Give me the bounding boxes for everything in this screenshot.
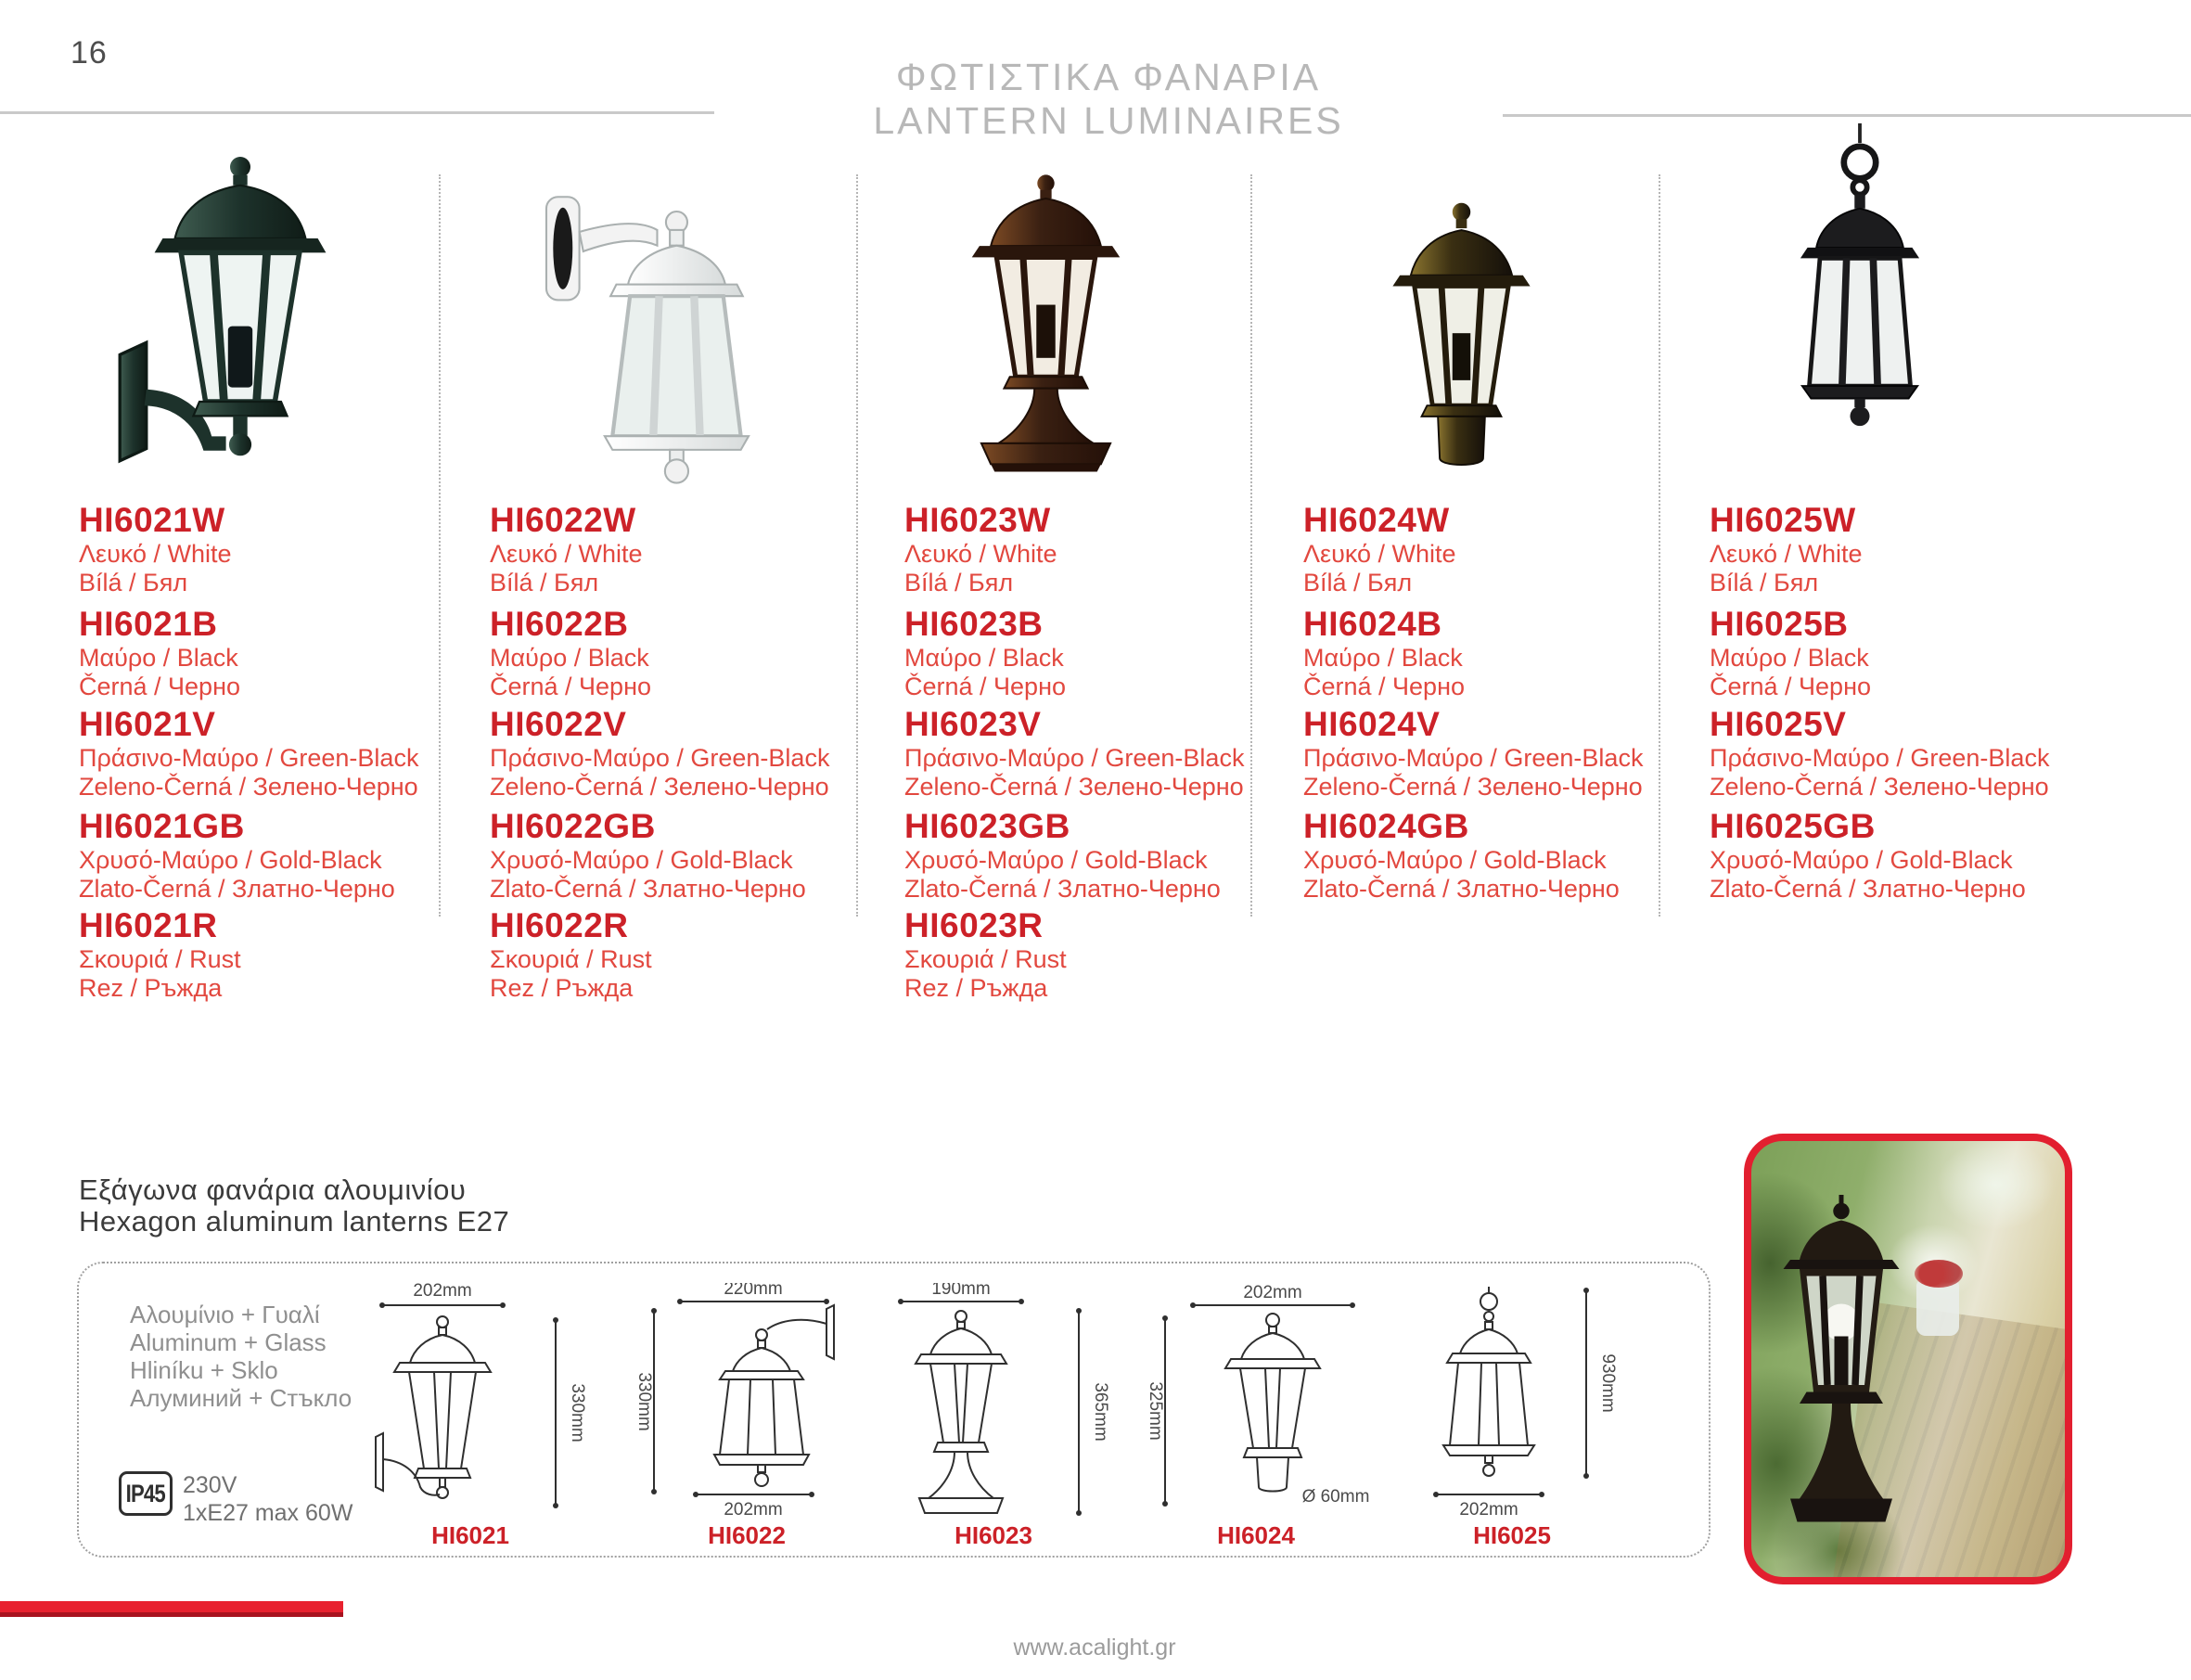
variant-block — [79, 705, 487, 802]
lantern-outline — [1443, 1287, 1534, 1476]
variant-block — [490, 705, 898, 802]
product-code: HI6022B — [490, 605, 629, 643]
lantern-outline — [916, 1311, 1006, 1513]
variant-block — [1303, 501, 1711, 597]
electrical-specs — [183, 1471, 352, 1527]
variant-block — [904, 906, 1313, 1003]
variant-block — [904, 807, 1313, 904]
product-code: HI6025GB — [1710, 807, 1876, 845]
variant-colors-line1: Πράσινο-Μαύρο / Green-Black — [1710, 744, 2050, 772]
dim-width-top: 202mm — [413, 1283, 472, 1301]
product-code: HI6025B — [1710, 605, 1849, 643]
drawing-code-label: HI6022 — [708, 1521, 786, 1549]
variant-colors-line2: Zeleno-Černá / Зелено-Черно — [1303, 773, 1643, 801]
product-code: HI6024GB — [1303, 807, 1469, 845]
variant-colors-line2: Bílá / Бял — [79, 569, 188, 596]
product-code: HI6022W — [490, 501, 636, 539]
dim-width-bottom: 202mm — [1459, 1500, 1518, 1520]
variant-colors-line1: Μαύρο / Black — [1710, 644, 1869, 672]
section-heading — [79, 1174, 509, 1238]
variant-colors-line1: Χρυσό-Μαύρο / Gold-Black — [1303, 846, 1607, 874]
variant-colors-line1: Χρυσό-Μαύρο / Gold-Black — [1710, 846, 2013, 874]
variant-colors-line1: Σκουριά / Rust — [490, 945, 652, 973]
variant-block — [1303, 807, 1711, 904]
variant-block — [79, 807, 487, 904]
variant-colors-line2: Černá / Черно — [79, 673, 240, 700]
variant-colors-line2: Zlato-Černá / Златно-Черно — [1710, 875, 2026, 903]
variant-colors-line1: Λευκό / White — [79, 540, 232, 568]
lantern-outline — [376, 1316, 491, 1498]
product-code: HI6021GB — [79, 807, 245, 845]
materials-greek: Αλουμίνιο + Γυαλί — [130, 1301, 320, 1328]
variant-block — [490, 501, 898, 597]
variant-block — [490, 807, 898, 904]
product-code: HI6023GB — [904, 807, 1070, 845]
drawing-code-label: HI6024 — [1217, 1521, 1295, 1549]
variant-block — [79, 501, 487, 597]
variant-colors-line1: Λευκό / White — [1710, 540, 1863, 568]
product-column-hi6021 — [79, 0, 487, 1076]
product-code: HI6025W — [1710, 501, 1856, 539]
product-column-hi6024 — [1303, 0, 1711, 1076]
dim-height-left: 325mm — [1146, 1381, 1165, 1441]
materials-english: Aluminum + Glass — [130, 1328, 327, 1356]
variant-colors-line2: Zeleno-Černá / Зелено-Черно — [904, 773, 1244, 801]
variant-block — [904, 605, 1313, 701]
variant-block — [1303, 705, 1711, 802]
lantern-silhouette — [1784, 1195, 1900, 1522]
tech-drawing-hi6022 — [626, 1283, 867, 1526]
variant-block — [79, 605, 487, 701]
product-code: HI6023W — [904, 501, 1051, 539]
tech-drawing-hi6021 — [350, 1283, 591, 1526]
product-code: HI6023V — [904, 705, 1042, 743]
variant-colors-line1: Χρυσό-Μαύρο / Gold-Black — [79, 846, 382, 874]
variant-colors-line2: Rez / Ръжда — [490, 974, 634, 1002]
variant-colors-line1: Σκουριά / Rust — [904, 945, 1067, 973]
variant-block — [1710, 501, 2118, 597]
product-code: HI6024W — [1303, 501, 1450, 539]
variant-colors-line1: Πράσινο-Μαύρο / Green-Black — [904, 744, 1245, 772]
product-code: HI6023R — [904, 906, 1044, 944]
product-code: HI6021W — [79, 501, 225, 539]
variant-block — [490, 906, 898, 1003]
variant-colors-line2: Bílá / Бял — [490, 569, 599, 596]
variant-colors-line2: Zlato-Černá / Златно-Черно — [490, 875, 806, 903]
product-code: HI6024V — [1303, 705, 1441, 743]
variant-colors-line2: Rez / Ръжда — [904, 974, 1048, 1002]
dim-height-right: 930mm — [1598, 1353, 1618, 1413]
page-number: 16 — [70, 35, 108, 71]
product-code: HI6024B — [1303, 605, 1442, 643]
product-column-hi6022 — [490, 0, 898, 1076]
page-title-english: LANTERN LUMINAIRES — [873, 99, 1344, 142]
drawing-code-label: HI6021 — [431, 1521, 509, 1549]
variant-colors-line1: Μαύρο / Black — [79, 644, 238, 672]
variant-block — [1303, 605, 1711, 701]
tech-drawing-hi6025 — [1391, 1283, 1633, 1526]
variant-block — [490, 605, 898, 701]
dim-height-right: 365mm — [1091, 1382, 1110, 1442]
footer-red-bar — [0, 1601, 343, 1612]
footer-red-bar-shadow — [0, 1612, 343, 1617]
materials-bulgarian: Алуминий + Стъкло — [130, 1384, 352, 1412]
ip45-badge — [119, 1471, 173, 1516]
lantern-outline — [1225, 1314, 1320, 1492]
section-heading-greek: Εξάγωνα φανάρια αλουμινίου — [79, 1173, 467, 1206]
variant-colors-line1: Μαύρο / Black — [904, 644, 1064, 672]
variant-block — [1710, 605, 2118, 701]
variant-colors-line1: Μαύρο / Black — [1303, 644, 1463, 672]
variant-colors-line2: Rez / Ръжда — [79, 974, 223, 1002]
variant-colors-line2: Zeleno-Černá / Зелено-Черно — [79, 773, 418, 801]
lantern-outline — [714, 1305, 834, 1486]
dim-height-left: 330mm — [634, 1372, 654, 1431]
variant-colors-line2: Bílá / Бял — [1303, 569, 1413, 596]
product-code: HI6025V — [1710, 705, 1847, 743]
section-heading-english: Hexagon aluminum lanterns E27 — [79, 1205, 510, 1238]
variant-colors-line1: Χρυσό-Μαύρο / Gold-Black — [904, 846, 1208, 874]
product-code: HI6021R — [79, 906, 218, 944]
lamp-spec: 1xE27 max 60W — [183, 1500, 353, 1526]
variant-colors-line1: Χρυσό-Μαύρο / Gold-Black — [490, 846, 793, 874]
dim-height-right: 330mm — [568, 1383, 587, 1443]
flower-pot — [1916, 1280, 1959, 1336]
photo-lantern-silhouette — [1772, 1195, 1911, 1543]
product-code: HI6022V — [490, 705, 627, 743]
drawing-code-label: HI6025 — [1473, 1521, 1551, 1549]
page-title-greek: ΦΩΤΙΣΤΙΚΑ ΦΑΝΑΡΙΑ — [895, 56, 1322, 98]
variant-colors-line2: Zeleno-Černá / Зелено-Черно — [1710, 773, 2049, 801]
product-code: HI6023B — [904, 605, 1044, 643]
variant-block — [904, 501, 1313, 597]
variant-colors-line2: Zlato-Černá / Златно-Черно — [904, 875, 1221, 903]
variant-colors-line2: Zlato-Černá / Златно-Черно — [1303, 875, 1620, 903]
variant-colors-line2: Černá / Черно — [1303, 673, 1465, 700]
variant-colors-line2: Bílá / Бял — [904, 569, 1014, 596]
variant-colors-line2: Zlato-Černá / Златно-Черно — [79, 875, 395, 903]
variant-block — [1710, 807, 2118, 904]
tech-drawing-hi6024 — [1135, 1283, 1377, 1526]
variant-colors-line2: Bílá / Бял — [1710, 569, 1819, 596]
materials-czech: Hliníku + Sklo — [130, 1356, 278, 1384]
product-code: HI6022R — [490, 906, 629, 944]
drawing-code-label: HI6023 — [955, 1521, 1032, 1549]
product-code: HI6022GB — [490, 807, 656, 845]
materials-list — [130, 1301, 352, 1412]
variant-colors-line1: Λευκό / White — [1303, 540, 1456, 568]
product-code: HI6021B — [79, 605, 218, 643]
variant-colors-line1: Μαύρο / Black — [490, 644, 649, 672]
variant-block — [1710, 705, 2118, 802]
website-link[interactable]: www.acalight.gr — [1013, 1635, 1176, 1661]
product-code: HI6021V — [79, 705, 216, 743]
variant-colors-line2: Černá / Черно — [1710, 673, 1871, 700]
dim-diameter: Ø 60mm — [1301, 1487, 1370, 1507]
variant-block — [79, 906, 487, 1003]
voltage: 230V — [183, 1472, 237, 1498]
tech-drawing-hi6023 — [873, 1283, 1114, 1526]
variant-block — [904, 705, 1313, 802]
variant-colors-line2: Černá / Черно — [490, 673, 651, 700]
variant-colors-line1: Πράσινο-Μαύρο / Green-Black — [490, 744, 830, 772]
variant-colors-line1: Σκουριά / Rust — [79, 945, 241, 973]
variant-colors-line1: Λευκό / White — [904, 540, 1057, 568]
variant-colors-line1: Πράσινο-Μαύρο / Green-Black — [79, 744, 419, 772]
variant-colors-line1: Λευκό / White — [490, 540, 643, 568]
variant-colors-line2: Černá / Черно — [904, 673, 1066, 700]
dim-width-top: 202mm — [1243, 1283, 1302, 1302]
dim-width-top: 190mm — [931, 1283, 991, 1299]
product-column-hi6023 — [904, 0, 1313, 1076]
product-column-hi6025 — [1710, 0, 2118, 1076]
dim-width-top: 220mm — [724, 1283, 783, 1299]
dim-width-bottom: 202mm — [724, 1500, 783, 1520]
flowers — [1915, 1260, 1963, 1288]
ip-rating: IP45 — [125, 1479, 166, 1507]
variant-colors-line2: Zeleno-Černá / Зелено-Черно — [490, 773, 829, 801]
variant-colors-line1: Πράσινο-Μαύρο / Green-Black — [1303, 744, 1644, 772]
garden-lantern-photo — [1744, 1134, 2072, 1584]
